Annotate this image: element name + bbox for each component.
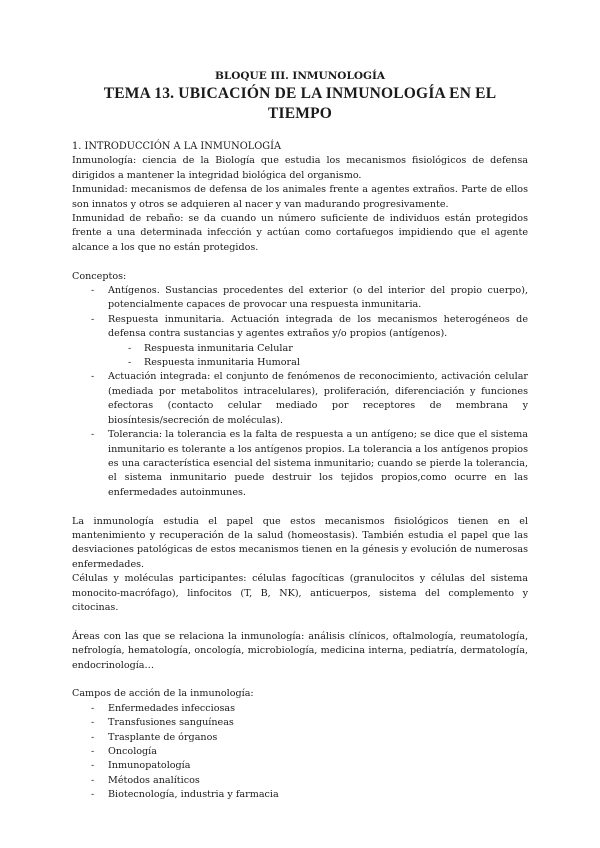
block-title: BLOQUE III. INMUNOLOGÍA — [215, 70, 385, 82]
list-item: - Tolerancia: la tolerancia es la falta de respuesta a un antígeno; se dice que el sistema inmunitario es tolerante a los antígenos propios. La tolerancia a los antígenos propios es una característica esencial del sistema inmunitario; cuando se pierde la tolerancia, el sistema inmunitario puede destruir los tejidos propios,como ocurre en las enfermedades autoinmunes. — [72, 428, 528, 500]
sub-list-item: - Respuesta inmunitaria Celular — [72, 342, 528, 356]
campos-heading: Campos de acción de la inmunología: — [72, 688, 254, 700]
section-heading: 1. INTRODUCCIÓN A LA INMUNOLOGÍA — [72, 141, 282, 152]
spacer — [72, 255, 528, 269]
paragraph-celulas: Células y moléculas participantes: células fagocíticas (granulocitos y células del sistema monocito-macrófago), linfocitos (T, B, NK), anticuerpos, sistema del complemento y citocinas. — [72, 573, 528, 613]
list-item-text: Respuesta inmunitaria. Actuación integrada de los mecanismos heterogéneos de defensa contra sustancias y agentes extraños y/o propios (antígenos). — [108, 313, 528, 340]
list-item: - Oncología — [72, 745, 528, 759]
spacer — [72, 673, 528, 687]
list-item: - Métodos analíticos — [72, 774, 528, 788]
list-item: - Trasplante de órganos — [72, 731, 528, 745]
spacer — [72, 500, 528, 514]
campos-list — [72, 702, 528, 803]
definition-inmunidad-rebano: Inmunidad de rebaño: se da cuando un número suficiente de individuos están protegidos frente a una determinada infección y actúan como cortafuegos impidiendo que el agente alcance a los que no están protegidos. — [72, 213, 528, 253]
list-item: - Transfusiones sanguíneas — [72, 716, 528, 730]
list-item: - Antígenos. Sustancias procedentes del exterior (o del interior del propio cuerpo), potencialmente capaces de provocar una respuesta inmunitaria. — [72, 284, 528, 313]
definition-inmunologia: Inmunología: ciencia de la Biología que estudia los mecanismos fisiológicos de defensa dirigidos a mantener la integridad biológica del organismo. — [72, 155, 528, 181]
definition-inmunidad: Inmunidad: mecanismos de defensa de los animales frente a agentes extraños. Parte de ellos son innatos y otros se adquieren al nacer y van madurando progresivamente. — [72, 184, 528, 210]
conceptos-heading: Conceptos: — [72, 270, 127, 282]
paragraph-areas: Áreas con las que se relaciona la inmunología: análisis clínicos, oftalmología, reumatología, nefrología, hematología, oncología, microbiología, medicina interna, pediatría, dermatología, endocrinología… — [72, 630, 528, 671]
list-item: - Inmunopatología — [72, 759, 528, 773]
list-item: - Enfermedades infecciosas — [72, 702, 528, 716]
list-item: - Actuación integrada: el conjunto de fenómenos de reconocimiento, activación celular (mediada por metabolitos intracelulares), proliferación, diferenciación y funciones efectoras (contacto celular mediado por receptores de membrana y biosíntesis/secreción de moléculas). — [72, 370, 528, 428]
sub-list-item: - Respuesta inmunitaria Humoral — [72, 356, 528, 370]
conceptos-list — [72, 284, 528, 500]
sub-list — [108, 342, 528, 371]
list-item: - Biotecnología, industria y farmacia — [72, 788, 528, 802]
topic-title: TEMA 13. UBICACIÓN DE LA INMUNOLOGÍA EN EL TIEMPO — [103, 85, 497, 122]
paragraph-homeostasis: La inmunología estudia el papel que estos mecanismos fisiológicos tienen en el mantenimiento y recuperación de la salud (homeostasis). También estudia el papel que las desviaciones patológicas de estos mecanismos tienen en la génesis y evolución de numerosas enfermedades. — [72, 515, 528, 570]
list-item — [72, 313, 528, 371]
spacer — [72, 615, 528, 629]
